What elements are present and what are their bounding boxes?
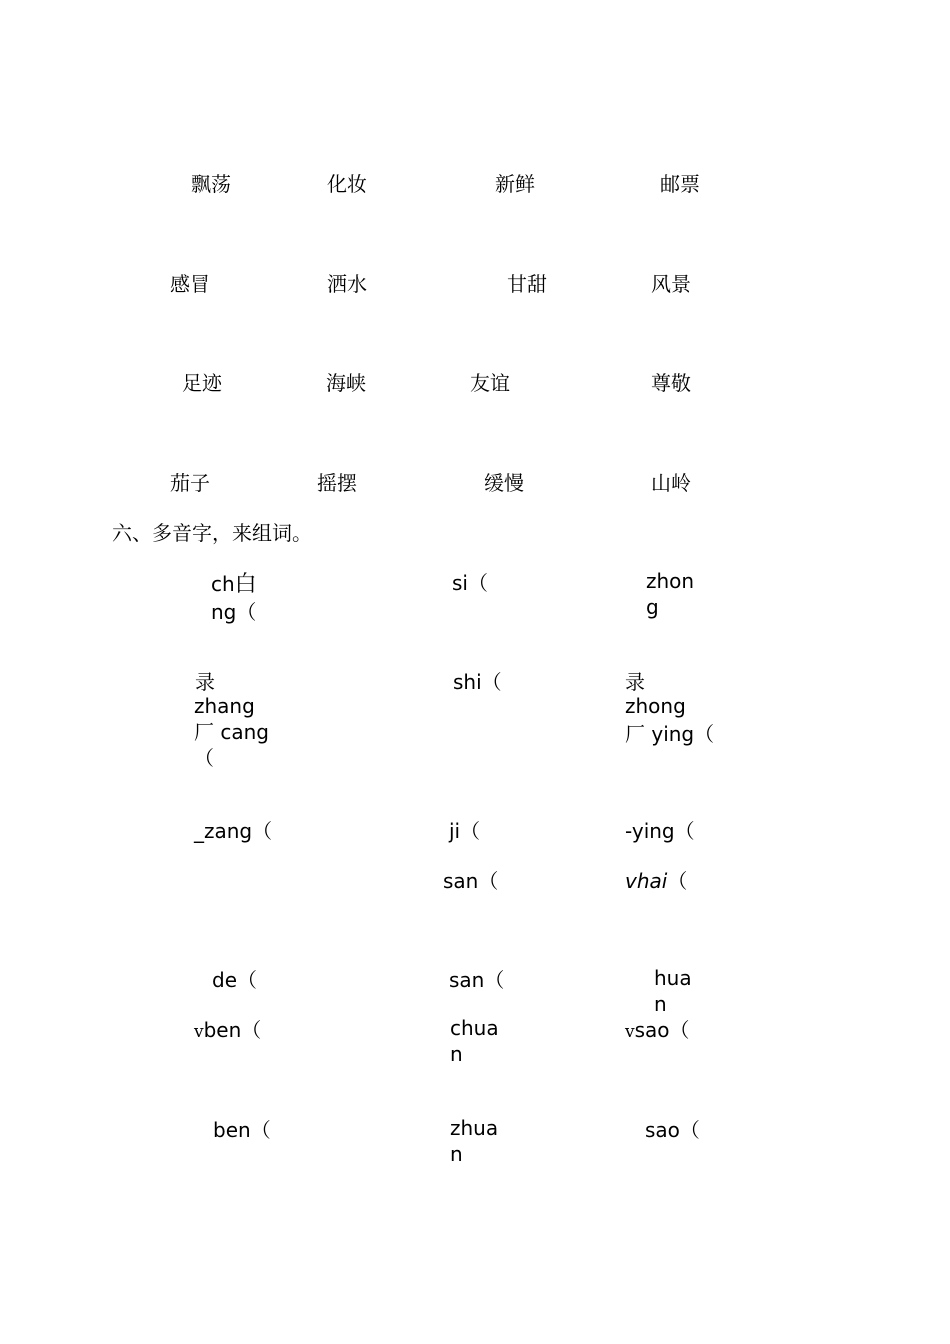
pinyin-zhua-n: n bbox=[450, 1142, 463, 1166]
pinyin-ji: ji（ bbox=[449, 819, 481, 843]
paren: （ bbox=[252, 819, 273, 843]
word-r1-c2: 化妆 bbox=[327, 172, 367, 196]
paren: （ bbox=[250, 1118, 271, 1142]
pinyin-zhua: zhua bbox=[450, 1116, 499, 1140]
pinyin-g: g bbox=[646, 595, 659, 619]
pinyin-hua-n: n bbox=[654, 992, 667, 1016]
pinyin-ying: -ying（ bbox=[625, 819, 695, 843]
word-r2-c2: 洒水 bbox=[327, 272, 367, 296]
word-r1-c4: 邮票 bbox=[660, 172, 700, 196]
word-r3-c2: 海峡 bbox=[326, 371, 366, 395]
char-bai: 白 bbox=[234, 572, 257, 597]
paren: （ bbox=[679, 1118, 700, 1142]
word-r3-c3: 友谊 bbox=[470, 371, 510, 395]
pinyin-de: de（ bbox=[212, 968, 257, 992]
pinyin-si: si（ bbox=[452, 571, 488, 595]
pinyin-chua-n: n bbox=[450, 1042, 463, 1066]
paren: （ bbox=[694, 722, 715, 746]
pinyin-chang-ying: 厂 ying（ bbox=[625, 722, 715, 746]
word-r4-c4: 山岭 bbox=[651, 471, 691, 495]
word-r3-c4: 尊敬 bbox=[651, 371, 691, 395]
section-title: 六、多音字，来组词。 bbox=[112, 521, 312, 545]
word-r3-c1: 足迹 bbox=[182, 371, 222, 395]
word-r2-c4: 风景 bbox=[651, 272, 691, 296]
pinyin-chang-cang: 厂 cang bbox=[194, 720, 269, 744]
paren: （ bbox=[669, 1018, 690, 1042]
char-chang-right: 厂 bbox=[625, 722, 645, 746]
pinyin-chua: chua bbox=[450, 1016, 499, 1040]
paren: （ bbox=[236, 600, 257, 624]
pinyin-ben-2: ben（ bbox=[213, 1118, 271, 1142]
pinyin-zhong: zhong bbox=[625, 694, 686, 718]
char-lu-left: 录 bbox=[195, 670, 215, 694]
word-r1-c3: 新鲜 bbox=[495, 172, 535, 196]
pinyin-vhai: vhai（ bbox=[625, 869, 688, 893]
pinyin-ch: ch白 bbox=[211, 572, 257, 597]
pinyin-ben: vben（ bbox=[194, 1018, 262, 1042]
paren: （ bbox=[241, 1018, 262, 1042]
pinyin-sao: vsao（ bbox=[625, 1018, 690, 1042]
word-r2-c3: 甘甜 bbox=[507, 272, 547, 296]
pinyin-san-2: san（ bbox=[449, 968, 505, 992]
char-chang: 厂 bbox=[194, 720, 214, 744]
word-r4-c3: 缓慢 bbox=[484, 471, 524, 495]
paren: （ bbox=[484, 968, 505, 992]
pinyin-sao-2: sao（ bbox=[645, 1118, 700, 1142]
paren: （ bbox=[460, 819, 481, 843]
paren: （ bbox=[467, 571, 488, 595]
word-r4-c2: 摇摆 bbox=[317, 471, 357, 495]
pinyin-zhon: zhon bbox=[646, 569, 695, 593]
pinyin-shi: shi（ bbox=[453, 670, 502, 694]
word-r1-c1: 飘荡 bbox=[191, 172, 231, 196]
pinyin-zang: _zang（ bbox=[194, 819, 273, 843]
paren: （ bbox=[674, 819, 695, 843]
paren: （ bbox=[478, 869, 499, 893]
mark-v: v bbox=[194, 1022, 204, 1042]
char-lu-right: 录 bbox=[625, 670, 645, 694]
word-r2-c1: 感冒 bbox=[170, 272, 210, 296]
pinyin-ng: ng（ bbox=[211, 600, 257, 624]
paren: （ bbox=[237, 968, 257, 992]
paren: （ bbox=[481, 670, 502, 694]
mark-v: v bbox=[625, 1022, 635, 1042]
paren-chang: （ bbox=[194, 746, 214, 770]
paren: （ bbox=[667, 869, 688, 893]
pinyin-san: san（ bbox=[443, 869, 499, 893]
pinyin-zhang: zhang bbox=[194, 694, 255, 718]
pinyin-hua: hua bbox=[654, 966, 692, 990]
word-r4-c1: 茄子 bbox=[170, 471, 210, 495]
